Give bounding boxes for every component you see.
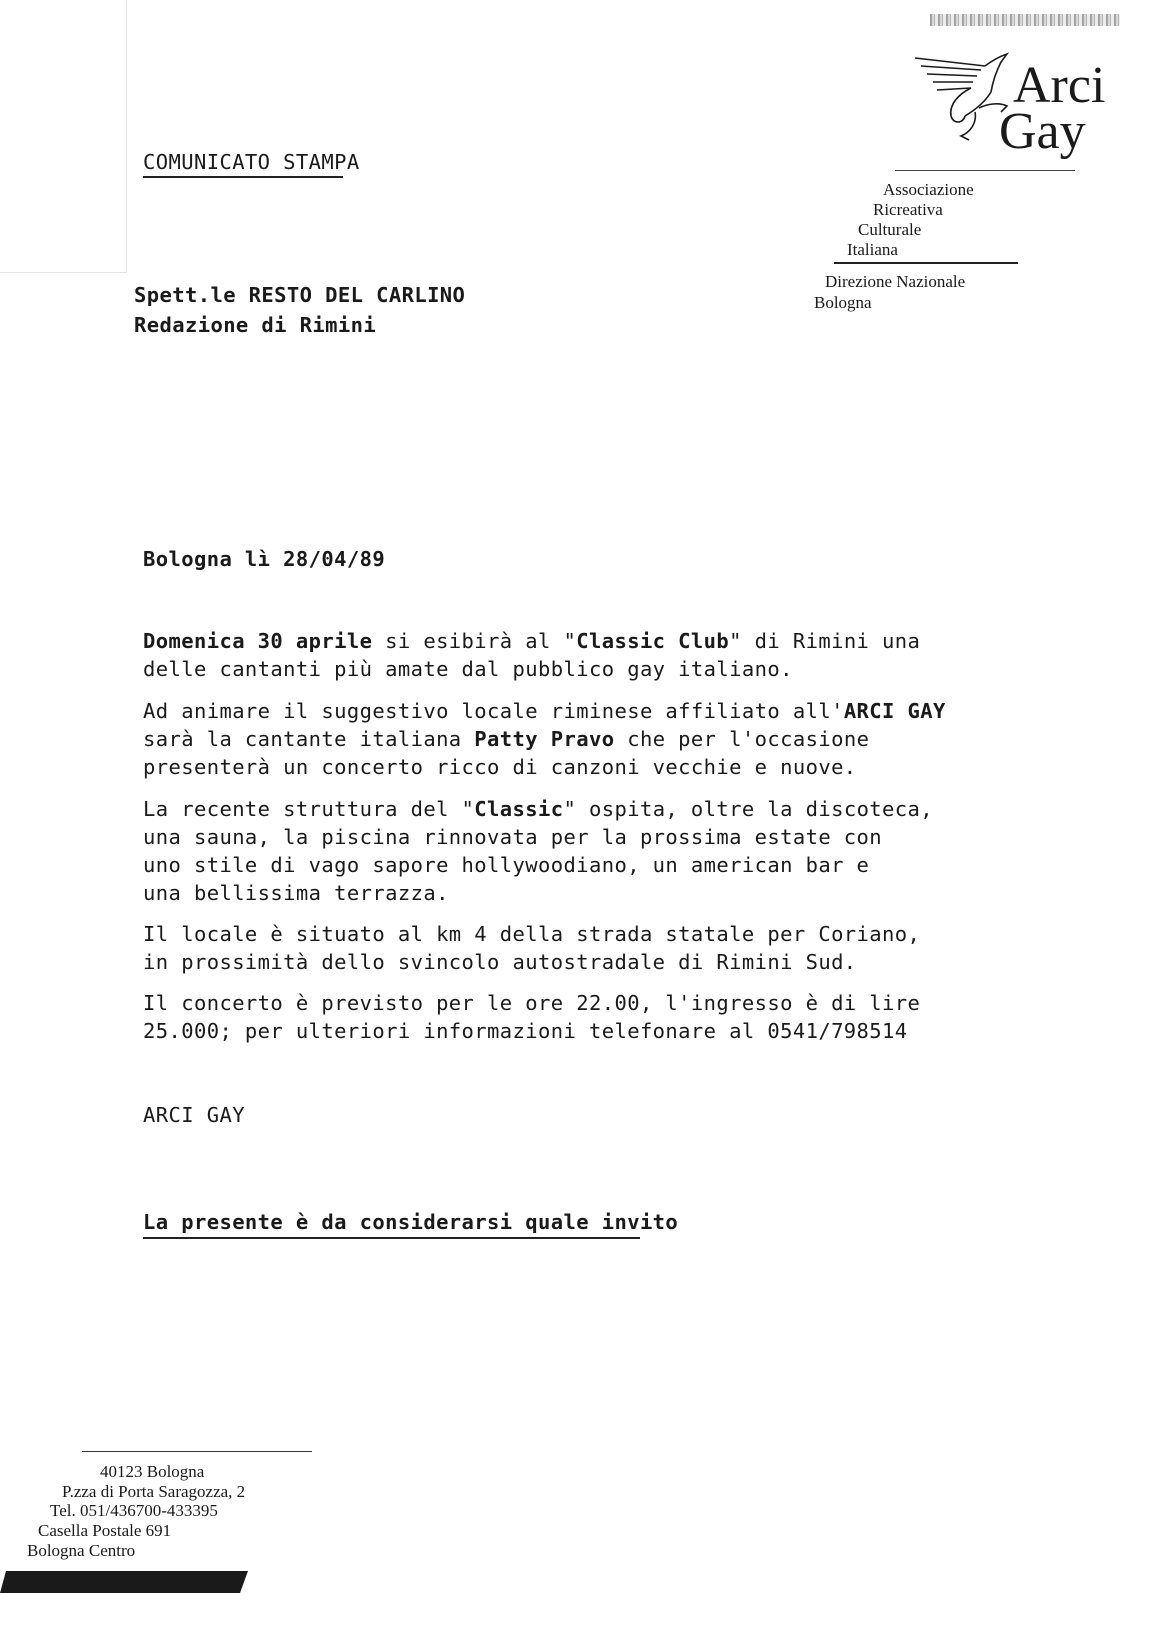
footer-line-5: Bologna Centro	[27, 1541, 136, 1560]
footer-divider	[82, 1451, 312, 1452]
paragraph-3-line-2: una sauna, la piscina rinnovata per la prossima estate con	[143, 825, 883, 849]
paragraph-1	[143, 627, 920, 683]
title-underline	[143, 176, 343, 178]
paragraph-3-line-1: La recente struttura del "Classic" ospita, oltre la discoteca,	[143, 797, 934, 821]
paragraph-4-line-1: Il locale è situato al km 4 della strada statale per Coriano,	[143, 922, 921, 946]
direction-line-2: Bologna	[814, 293, 872, 312]
org-line-3: Culturale	[858, 220, 922, 239]
paragraph-1-line-2: delle cantanti più amate dal pubblico gay italiano.	[143, 657, 793, 681]
footer-line-1: 40123 Bologna	[100, 1462, 205, 1481]
invite-note: La presente è da considerarsi quale invito	[143, 1210, 679, 1234]
document-title: COMUNICATO STAMPA	[143, 150, 360, 174]
org-line-4: Italiana	[847, 240, 898, 259]
paragraph-2	[143, 697, 946, 781]
paragraph-1-line-1: Domenica 30 aprile si esibirà al "Classic Club" di Rimini una	[143, 629, 921, 653]
logo-divider	[895, 170, 1075, 171]
org-line-1: Associazione	[883, 180, 974, 199]
paragraph-3	[143, 795, 933, 907]
paragraph-5	[143, 989, 920, 1045]
org-divider	[834, 262, 1018, 264]
recipient-line-1: Spett.le RESTO DEL CARLINO	[134, 283, 466, 307]
signature: ARCI GAY	[143, 1103, 245, 1127]
direction-line-1: Direzione Nazionale	[825, 272, 966, 291]
paragraph-3-line-3: uno stile di vago sapore hollywoodiano, un american bar e	[143, 853, 870, 877]
arci-gay-logo	[915, 40, 1135, 160]
paragraph-2-line-1: Ad animare il suggestivo locale riminese affiliato all'ARCI GAY	[143, 699, 946, 723]
invite-underline	[143, 1237, 640, 1239]
paragraph-2-line-2: sarà la cantante italiana Patty Pravo che per l'occasione	[143, 727, 870, 751]
paragraph-3-line-4: una bellissima terrazza.	[143, 881, 449, 905]
paragraph-4	[143, 920, 920, 976]
footer-line-2: P.zza di Porta Saragozza, 2	[62, 1482, 246, 1501]
logo-text-gay: Gay	[999, 103, 1086, 160]
footer-line-4: Casella Postale 691	[38, 1521, 172, 1540]
letter-date: Bologna lì 28/04/89	[143, 547, 386, 571]
paragraph-2-line-3: presenterà un concerto ricco di canzoni vecchie e nuove.	[143, 755, 857, 779]
decorative-speckle	[930, 14, 1120, 26]
logo-text-arci: Arci	[1013, 57, 1106, 114]
footer-line-3: Tel. 051/436700-433395	[50, 1501, 218, 1520]
paper-edge	[0, 0, 127, 273]
paragraph-5-line-1: Il concerto è previsto per le ore 22.00, l'ingresso è di lire	[143, 991, 921, 1015]
recipient-line-2: Redazione di Rimini	[134, 313, 377, 337]
footer-decorative-bar	[0, 1571, 248, 1593]
pegasus-icon	[915, 40, 1135, 160]
org-line-2: Ricreativa	[873, 200, 943, 219]
paragraph-4-line-2: in prossimità dello svincolo autostradale di Rimini Sud.	[143, 950, 857, 974]
paragraph-5-line-2: 25.000; per ulteriori informazioni telefonare al 0541/798514	[143, 1019, 908, 1043]
